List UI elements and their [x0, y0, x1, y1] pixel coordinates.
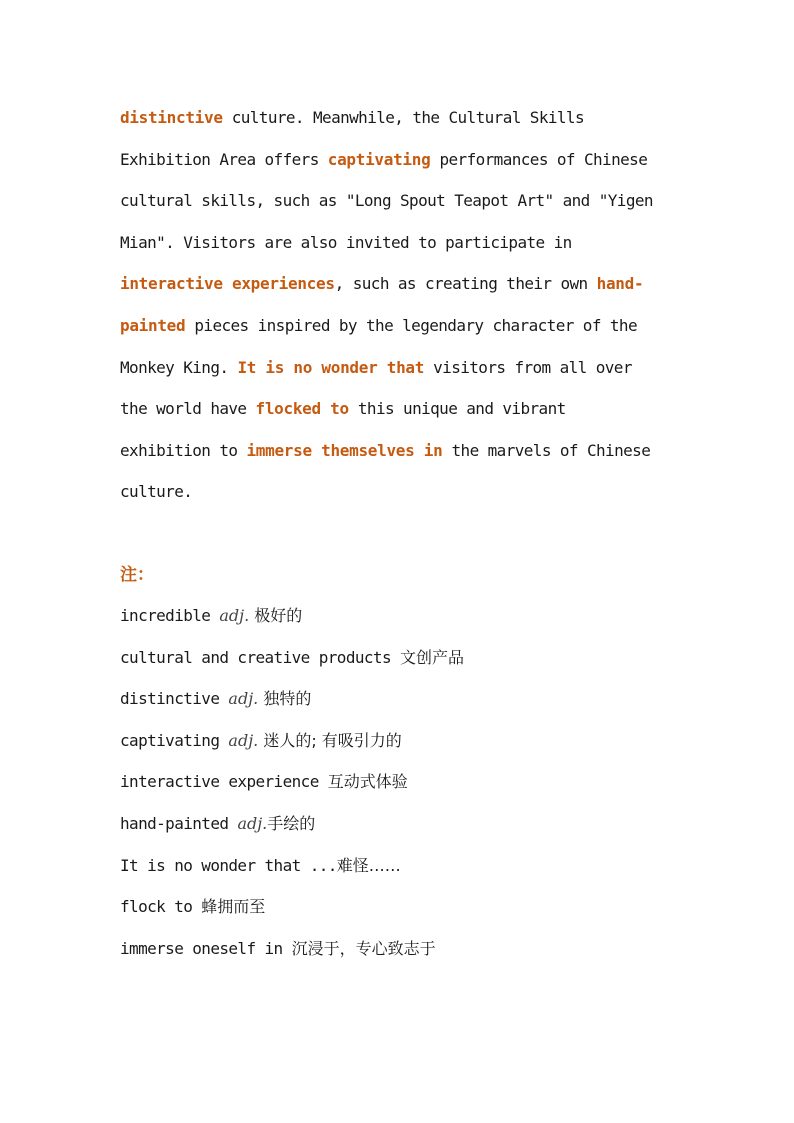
note-term: hand-painted [120, 813, 238, 833]
paragraph-line [120, 474, 690, 516]
note-translation: 文创产品 [400, 647, 465, 667]
highlighted-phrase: distinctive [120, 108, 223, 127]
highlighted-phrase: immerse themselves in [246, 440, 443, 460]
note-term: incredible [120, 606, 220, 625]
vocabulary-note-item [120, 681, 690, 723]
body-text: culture. Meanwhile, the Cultural Skills [222, 108, 584, 127]
vocabulary-note-item [120, 640, 690, 682]
body-text: Monkey King. [120, 357, 238, 377]
paragraph-line [120, 142, 690, 184]
paragraph-line [120, 183, 690, 225]
note-translation: 蜂拥而至 [201, 897, 266, 917]
note-term: immerse oneself in [120, 938, 292, 958]
note-part-of-speech: adj. [219, 606, 250, 625]
note-term: captivating [120, 730, 229, 750]
note-term: interactive experience [120, 772, 328, 792]
body-text: performances of Chinese [430, 149, 648, 169]
body-text: Mian". Visitors are also invited to participate in [120, 232, 572, 252]
body-text: pieces inspired by the legendary character of the [185, 315, 637, 335]
note-translation: 互动式体验 [327, 772, 408, 792]
paragraph-line [120, 308, 690, 350]
body-text: , such as creating their own [334, 274, 597, 294]
body-text: culture. [120, 482, 193, 502]
note-term: It is no wonder that ... [120, 855, 337, 875]
note-translation: 难怪…… [336, 855, 401, 875]
note-translation: 独特的 [258, 689, 312, 709]
body-text: the world have [120, 399, 256, 419]
body-text: exhibition to [120, 440, 247, 460]
vocabulary-note-item [120, 764, 690, 806]
highlighted-phrase: flocked to [255, 399, 349, 419]
paragraph-line [120, 350, 690, 392]
highlighted-phrase: painted [120, 315, 186, 335]
note-translation: 手绘的 [267, 813, 316, 833]
note-translation: 沉浸于，专心致志于 [291, 938, 436, 958]
note-part-of-speech: adj. [228, 730, 259, 750]
highlighted-phrase: captivating [327, 149, 431, 169]
note-term: distinctive [120, 689, 229, 709]
highlighted-phrase: hand- [596, 274, 644, 294]
body-text: this unique and vibrant [348, 399, 566, 419]
body-text: cultural skills, such as "Long Spout Teapot Art" and "Yigen [120, 191, 653, 211]
note-part-of-speech: adj. [228, 689, 259, 709]
paragraph-line [120, 100, 690, 142]
paragraph-line [120, 391, 690, 433]
paragraph-line [120, 225, 690, 267]
body-text: Exhibition Area offers [120, 149, 328, 169]
note-term: flock to [120, 897, 202, 917]
paragraph-line [120, 266, 690, 308]
body-text: visitors from all over [424, 357, 632, 377]
vocabulary-note-item [120, 806, 690, 848]
passage-paragraph [120, 100, 690, 516]
vocabulary-note-item [120, 723, 690, 765]
vocabulary-note-item [120, 889, 690, 931]
vocabulary-note-item [120, 848, 690, 890]
note-translation: 极好的 [249, 606, 303, 625]
vocabulary-note-item [120, 598, 690, 640]
note-translation: 迷人的; 有吸引力的 [258, 730, 402, 750]
vocabulary-note-item [120, 931, 690, 973]
note-term: cultural and creative products [120, 647, 401, 667]
note-part-of-speech: adj. [237, 813, 268, 833]
notes-heading: 注： [120, 565, 154, 585]
body-text: the marvels of Chinese [442, 440, 651, 460]
paragraph-line [120, 433, 690, 475]
vocabulary-notes-list [120, 598, 690, 972]
highlighted-phrase: interactive experiences [120, 274, 335, 294]
highlighted-phrase: It is no wonder that [237, 357, 425, 377]
